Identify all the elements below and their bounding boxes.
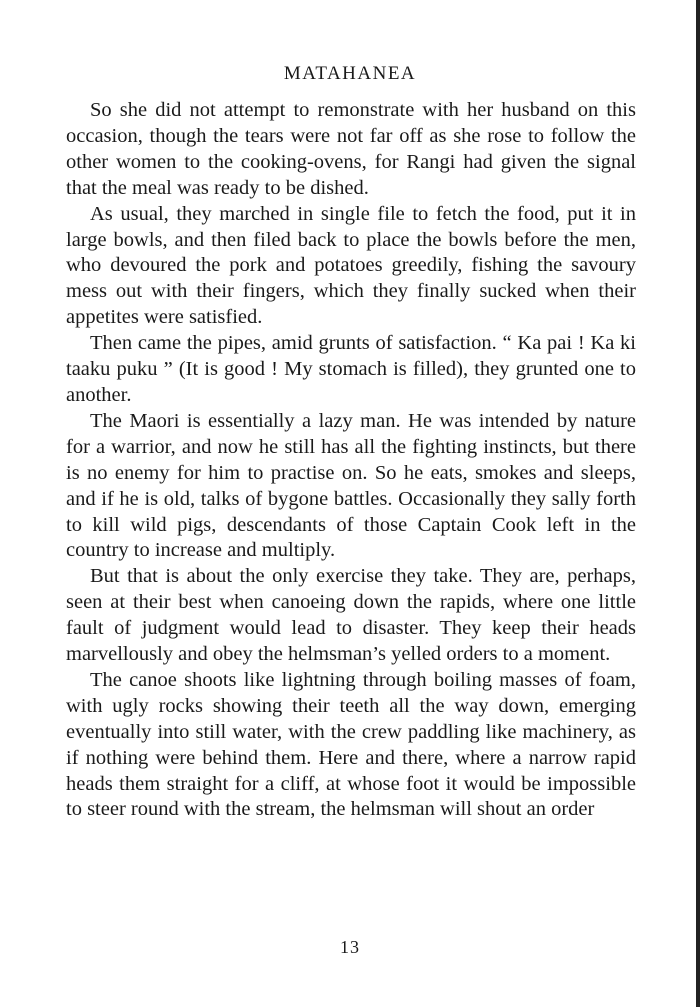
page-number: 13 [340, 937, 360, 957]
paragraph: As usual, they marched in single file to fetch the food, put it in large bowls, and then filed back to place the bowls before the men, who devoured the pork and potatoes greedily, fishing the savoury mess out with their fingers, which they finally sucked when their appetites were satisfied. [66, 202, 636, 329]
running-head: MATAHANEA [283, 63, 417, 84]
paragraph: So she did not attempt to remonstrate with her husband on this occasion, though the tears were not far off as she rose to follow the other women to the cooking-ovens, for Rangi had given the signal that the meal was ready to be dished. [66, 99, 636, 199]
paragraph: The Maori is essentially a lazy man. He was intended by nature for a warrior, and now he still has all the fighting instincts, but there is no enemy for him to practise on. So he eats, smokes and sleeps, and if he is old, talks of bygone battles. Occasionally they sally forth to kill wild pigs, descendants of those Captain Cook left in the country to increase and multiply. [66, 409, 636, 562]
paragraph: Then came the pipes, amid grunts of satisfaction. “ Ka pai ! Ka ki taaku puku ” (It is good ! My stomach is filled), they grunted one to another. [66, 332, 636, 406]
paragraph: But that is about the only exercise they take. They are, perhaps, seen at their best when canoeing down the rapids, where one little fault of judgment would lead to disaster. They keep their heads marvellously and obey the helmsman’s yelled orders to a moment. [66, 565, 636, 666]
paragraph: The canoe shoots like lightning through boiling masses of foam, with ugly rocks showing their teeth all the way down, emerging eventually into still water, with the crew paddling like machinery, as if nothing were behind them. Here and there, where a narrow rapid heads them straight for a cliff, at whose foot it would be impossible to steer round with the stream, the helmsman will shout an order [66, 668, 636, 821]
body-text [66, 98, 636, 823]
page-edge-divider [696, 0, 700, 1007]
